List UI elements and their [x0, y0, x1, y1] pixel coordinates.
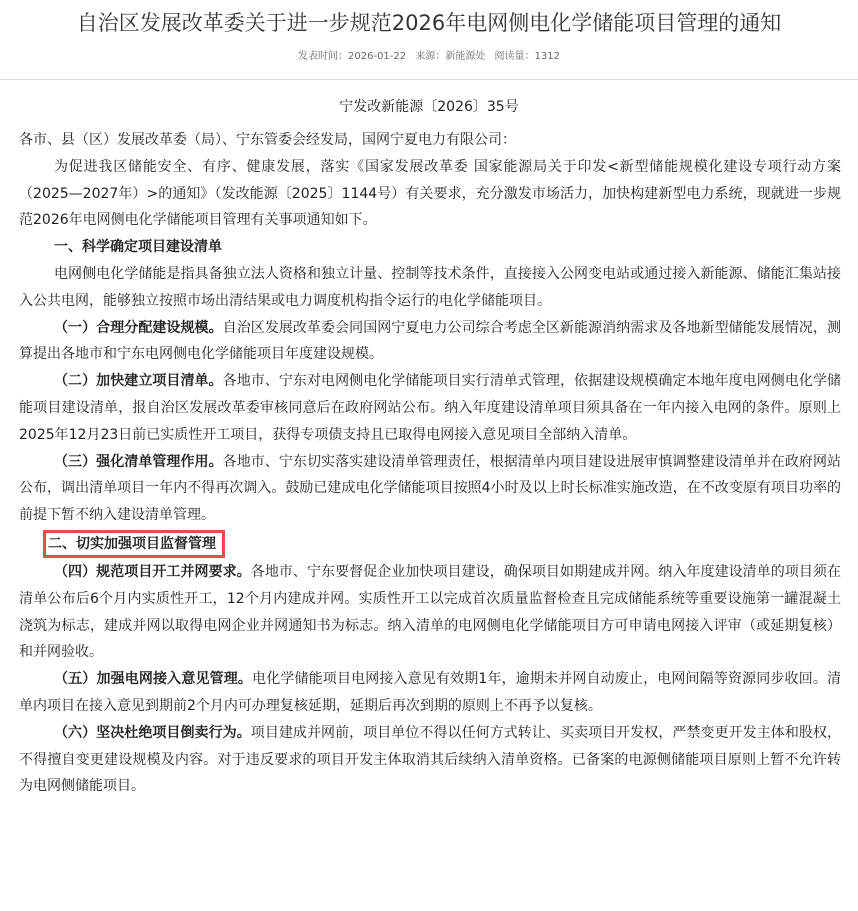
item5-paragraph	[19, 666, 841, 720]
item4-body: 各地市、宁东要督促企业加快项目建设，确保项目如期建成并网。纳入年度建设清单的项目须在清单公布后6个月内实质性开工，12个月内建成并网。实质性开工以完成首次质量监督检查且完成储能系统等重要设施第一罐混凝土浇筑为标志，建成并网以取得电网企业并网通知书为标志。纳入清单的电网侧电化学储能项目方可申请电网接入评审（或延期复核）和并网验收。	[19, 563, 841, 661]
document-number: 宁发改新能源〔2026〕35号	[339, 99, 519, 115]
title-divider	[0, 79, 858, 80]
item4-paragraph	[19, 559, 841, 666]
section1-heading: 一、科学确定项目建设清单	[54, 239, 222, 256]
intro-paragraph: 为促进我区储能安全、有序、健康发展，落实《国家发展改革委 国家能源局关于印发<新型储能规模化建设专项行动方案（2025—2027年）>的通知》（发改能源〔2025〕1144号）有关要求，充分激发市场活力，加快构建新型电力系统，现就进一步规范2026年电网侧电化学储能项目管理有关事项通知如下。	[19, 158, 841, 229]
item6-title: （六）坚决杜绝项目倒卖行为。	[54, 724, 251, 741]
item3-paragraph	[19, 449, 841, 529]
item3-body: 各地市、宁东切实落实建设清单管理责任，根据清单内项目建设进展审慎调整建设清单并在政府网站公布，调出清单项目一年内不得再次调入。鼓励已建成电化学储能项目按照4小时及以上时长标准实施改造，在不改变原有项目功率的前提下暂不纳入建设清单管理。	[19, 453, 841, 524]
view-count: 阅读量：1312	[494, 51, 560, 62]
item4-title: （四）规范项目开工并网要求。	[54, 563, 251, 580]
publish-time: 发表时间：2026-01-22	[298, 51, 407, 62]
item1-title: （一）合理分配建设规模。	[54, 319, 223, 336]
item2-title: （二）加快建立项目清单。	[54, 373, 223, 390]
section2-heading: 二、切实加强项目监督管理	[43, 530, 225, 558]
item5-body: 电化学储能项目电网接入意见有效期1年，逾期未并网自动废止，电网间隔等资源同步收回。清单内项目在接入意见到期前2个月内可办理复核延期，延期后再次到期的原则上不再予以复核。	[19, 671, 842, 714]
item3-title: （三）强化清单管理作用。	[54, 453, 223, 470]
article-body	[19, 127, 841, 800]
item5-title: （五）加强电网接入意见管理。	[54, 671, 253, 688]
source: 来源：新能源处	[415, 51, 486, 62]
item2-body: 各地市、宁东对电网侧电化学储能项目实行清单式管理，依据建设规模确定本地年度电网侧电化学储能项目建设清单，报自治区发展改革委审核同意后在政府网站公布。纳入年度建设清单项目须具备在一年内接入电网的条件。原则上2025年12月23日前已实质性开工项目，获得专项债支持且已取得电网接入意见项目全部纳入清单。	[19, 373, 841, 443]
item6-paragraph	[19, 720, 841, 800]
item6-body: 项目建成并网前，项目单位不得以任何方式转让、买卖项目开发权，严禁变更开发主体和股权，不得擅自变更建设规模及内容。对于违反要求的项目开发主体取消其后续纳入清单资格。已备案的电源侧储能项目原则上暂不允许转为电网侧储能项目。	[19, 724, 841, 795]
article-meta	[0, 50, 858, 64]
section1-body: 电网侧电化学储能是指具备独立法人资格和独立计量、控制等技术条件，直接接入公网变电站或通过接入新能源、储能汇集站接入公共电网，能够独立按照市场出清结果或电力调度机构指令运行的电化学储能项目。	[19, 265, 841, 309]
article-title: 自治区发展改革委关于进一步规范2026年电网侧电化学储能项目管理的通知	[76, 11, 782, 35]
item1-body: 自治区发展改革委会同国网宁夏电力公司综合考虑全区新能源消纳需求及各地新型储能发展情况，测算提出各地市和宁东电网侧电化学储能项目年度建设规模。	[19, 319, 841, 363]
addressee: 各市、县（区）发展改革委（局）、宁东管委会经发局，国网宁夏电力有限公司：	[19, 132, 516, 148]
section2-heading-row	[19, 529, 841, 559]
item1-paragraph	[19, 315, 841, 369]
item2-paragraph	[19, 368, 841, 448]
